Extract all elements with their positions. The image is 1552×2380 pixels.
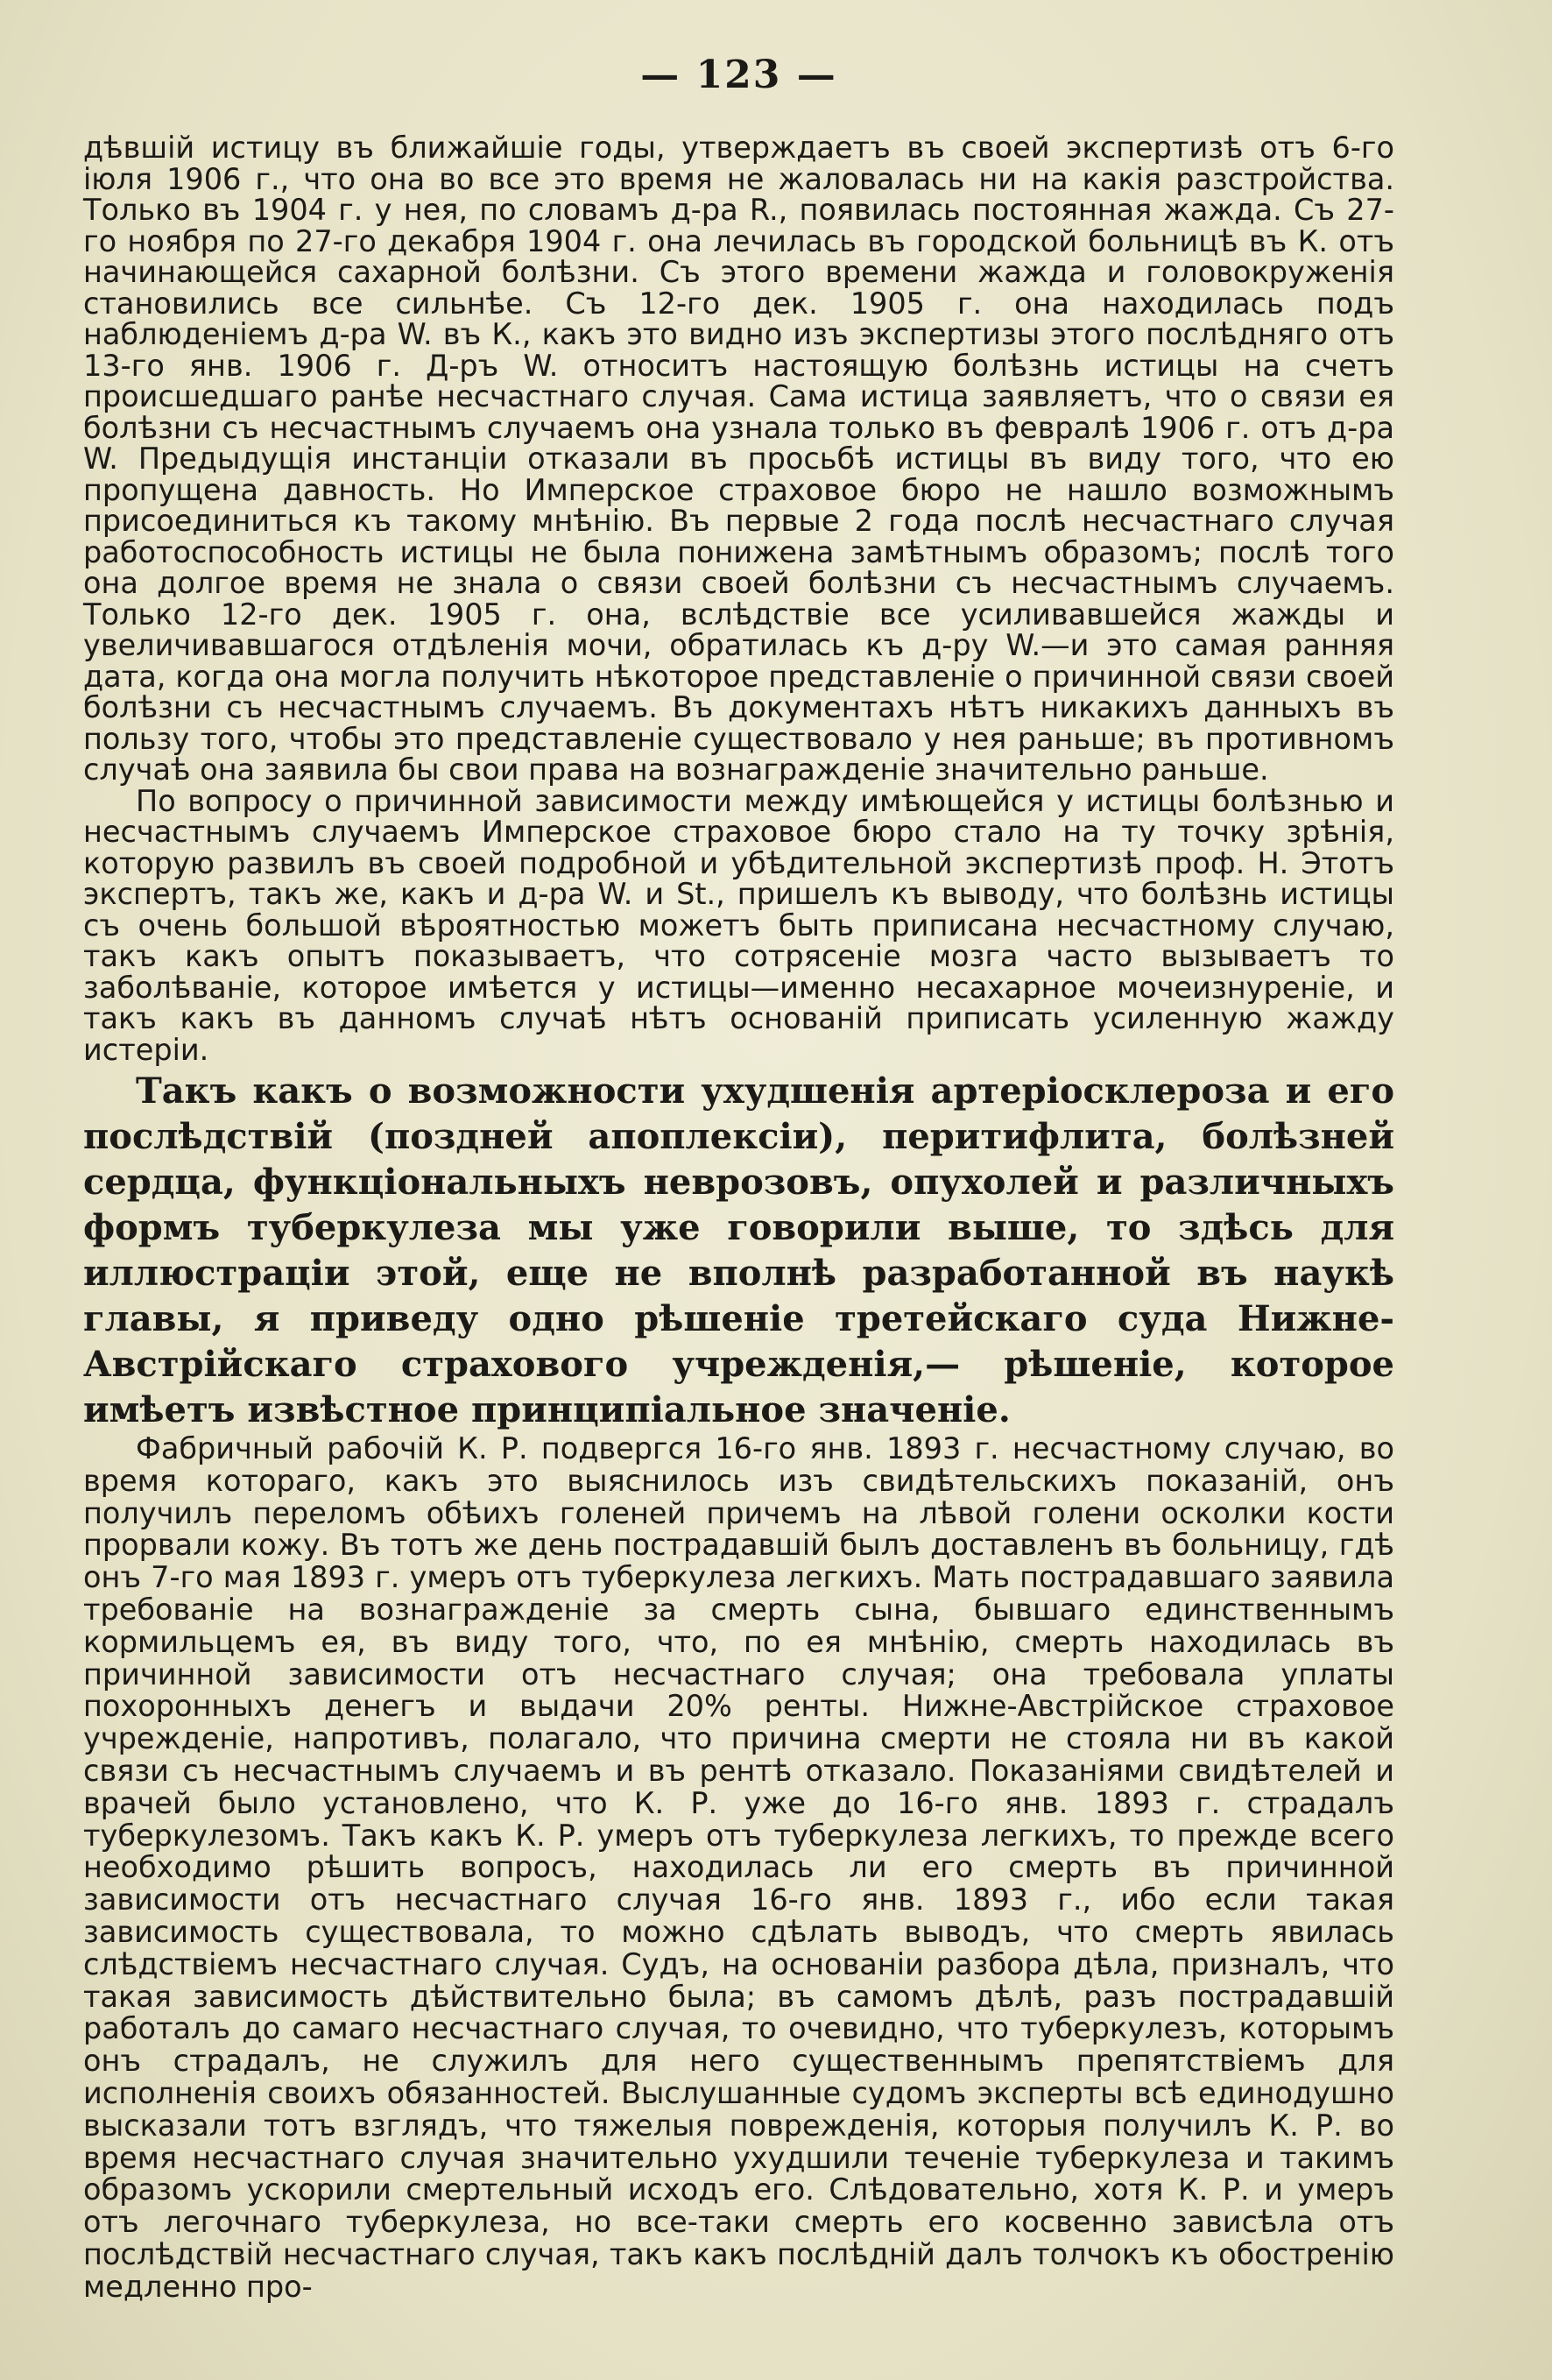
- paragraph-4: Фабричный рабочій К. Р. подвергся 16-го янв. 1893 г. несчастному случаю, во время котораго, какъ это выяснилось изъ свидѣтельскихъ показаній, онъ получилъ переломъ обѣихъ голеней причемъ на лѣвой голени осколки кости прорвали кожу. Въ тотъ же день пострадавшій былъ доставленъ въ больницу, гдѣ онъ 7-го мая 1893 г. умеръ отъ туберкулеза легкихъ. Мать пострадавшаго заявила требованіе на вознагражденіе за смерть сына, бывшаго единственнымъ кормильцемъ ея, въ виду того, что, по ея мнѣнію, смерть находилась въ причинной зависимости отъ несчастнаго случая; она требовала уплаты похоронныхъ денегъ и выдачи 20% ренты. Нижне-Австрійское страховое учрежденіе, напротивъ, полагало, что причина смерти не стояла ни въ какой связи съ несчастнымъ случаемъ и въ рентѣ отказало. Показаніями свидѣтелей и врачей было установлено, что К. Р. уже до 16-го янв. 1893 г. страдалъ туберкулезомъ. Такъ какъ К. Р. умеръ отъ туберкулеза легкихъ, то прежде всего необходимо рѣшить вопросъ, находилась ли его смерть въ причинной зависимости отъ несчастнаго случая 16-го янв. 1893 г., ибо если такая зависимость существовала, то можно сдѣлать выводъ, что смерть явилась слѣдствіемъ несчастнаго случая. Судъ, на основаніи разбора дѣла, призналъ, что такая зависимость дѣйствительно была; въ самомъ дѣлѣ, разъ пострадавшій работалъ до самаго несчастнаго случая, то очевидно, что туберкулезъ, которымъ онъ страдалъ, не служилъ для него существеннымъ препятствіемъ для исполненія своихъ обязанностей. Выслушанные судомъ эксперты всѣ единодушно высказали тотъ взглядъ, что тяжелыя поврежденія, которыя получилъ К. Р. во время несчастнаго случая значительно ухудшили теченіе туберкулеза и такимъ образомъ ускорили смертельный исходъ его. Слѣдовательно, хотя К. Р. и умеръ отъ легочнаго туберкулеза, но все-таки смерть его косвенно зависѣла отъ послѣдствій несчастнаго случая, такъ какъ послѣдній далъ толчокъ къ обостренію медленно про-: [83, 1431, 1394, 2304]
- body-text-small: [83, 132, 1394, 1065]
- paragraph-1: дѣвшій истицу въ ближайшіе годы, утверждаетъ въ своей экспертизѣ отъ 6-го іюля 1906 г., что она во все это время не жаловалась ни на какія разстройства. Только въ 1904 г. у нея, по словамъ д-ра R., появилась постоянная жажда. Съ 27-го ноября по 27-го декабря 1904 г. она лечилась въ городской больницѣ въ К. отъ начинающейся сахарной болѣзни. Съ этого времени жажда и головокруженія становились все сильнѣе. Съ 12-го дек. 1905 г. она находилась подъ наблюденіемъ д-ра W. въ К., какъ это видно изъ экспертизы этого послѣдняго отъ 13-го янв. 1906 г. Д-ръ W. относитъ настоящую болѣзнь истицы на счетъ происшедшаго ранѣе несчастнаго случая. Сама истица заявляетъ, что о связи ея болѣзни съ несчастнымъ случаемъ она узнала только въ февралѣ 1906 г. отъ д-ра W. Предыдущія инстанціи отказали въ просьбѣ истицы въ виду того, что ею пропущена давность. Но Имперское страховое бюро не нашло возможнымъ присоединиться къ такому мнѣнію. Въ первые 2 года послѣ несчастнаго случая работоспособность истицы не была понижена замѣтнымъ образомъ; послѣ того она долгое время не знала о связи своей болѣзни съ несчастнымъ случаемъ. Только 12-го дек. 1905 г. она, вслѣдствіе все усиливавшейся жажды и увеличивавшагося отдѣленія мочи, обратилась къ д-ру W.—и это самая ранняя дата, когда она могла получить нѣкоторое представленіе о причинной связи своей болѣзни съ несчастнымъ случаемъ. Въ документахъ нѣтъ никакихъ данныхъ въ пользу того, чтобы это представленіе существовало у нея раньше; въ противномъ случаѣ она заявила бы свои права на вознагражденіе значительно раньше.: [83, 131, 1394, 787]
- paragraph-3: Такъ какъ о возможности ухудшенія артеріосклероза и его послѣдствій (поздней апоплексіи), перитифлита, болѣзней сердца, функціональныхъ неврозовъ, опухолей и различныхъ формъ туберкулеза мы уже говорили выше, то здѣсь для иллюстраціи этой, еще не вполнѣ разработанной въ наукѣ главы, я приведу одно рѣшеніе третейскаго суда Нижне-Австрійскаго страхового учрежденія,— рѣшеніе, которое имѣетъ извѣстное принципіальное значеніе.: [83, 1070, 1394, 1430]
- paragraph-2: По вопросу о причинной зависимости между имѣющейся у истицы болѣзнью и несчастнымъ случаемъ Имперское страховое бюро стало на ту точку зрѣнія, которую развилъ въ своей подробной и убѣдительной экспертизѣ проф. Н. Этотъ экспертъ, такъ же, какъ и д-ра W. и St., пришелъ къ выводу, что болѣзнь истицы съ очень большой вѣроятностью можетъ быть приписана несчастному случаю, такъ какъ опытъ показываетъ, что сотрясеніе мозга часто вызываетъ то заболѣваніе, которое имѣется у истицы—именно несахарное мочеизнуреніе, и такъ какъ въ данномъ случаѣ нѣтъ основаній приписать усиленную жажду истеріи.: [83, 783, 1394, 1067]
- page-number: — 123 —: [640, 53, 837, 97]
